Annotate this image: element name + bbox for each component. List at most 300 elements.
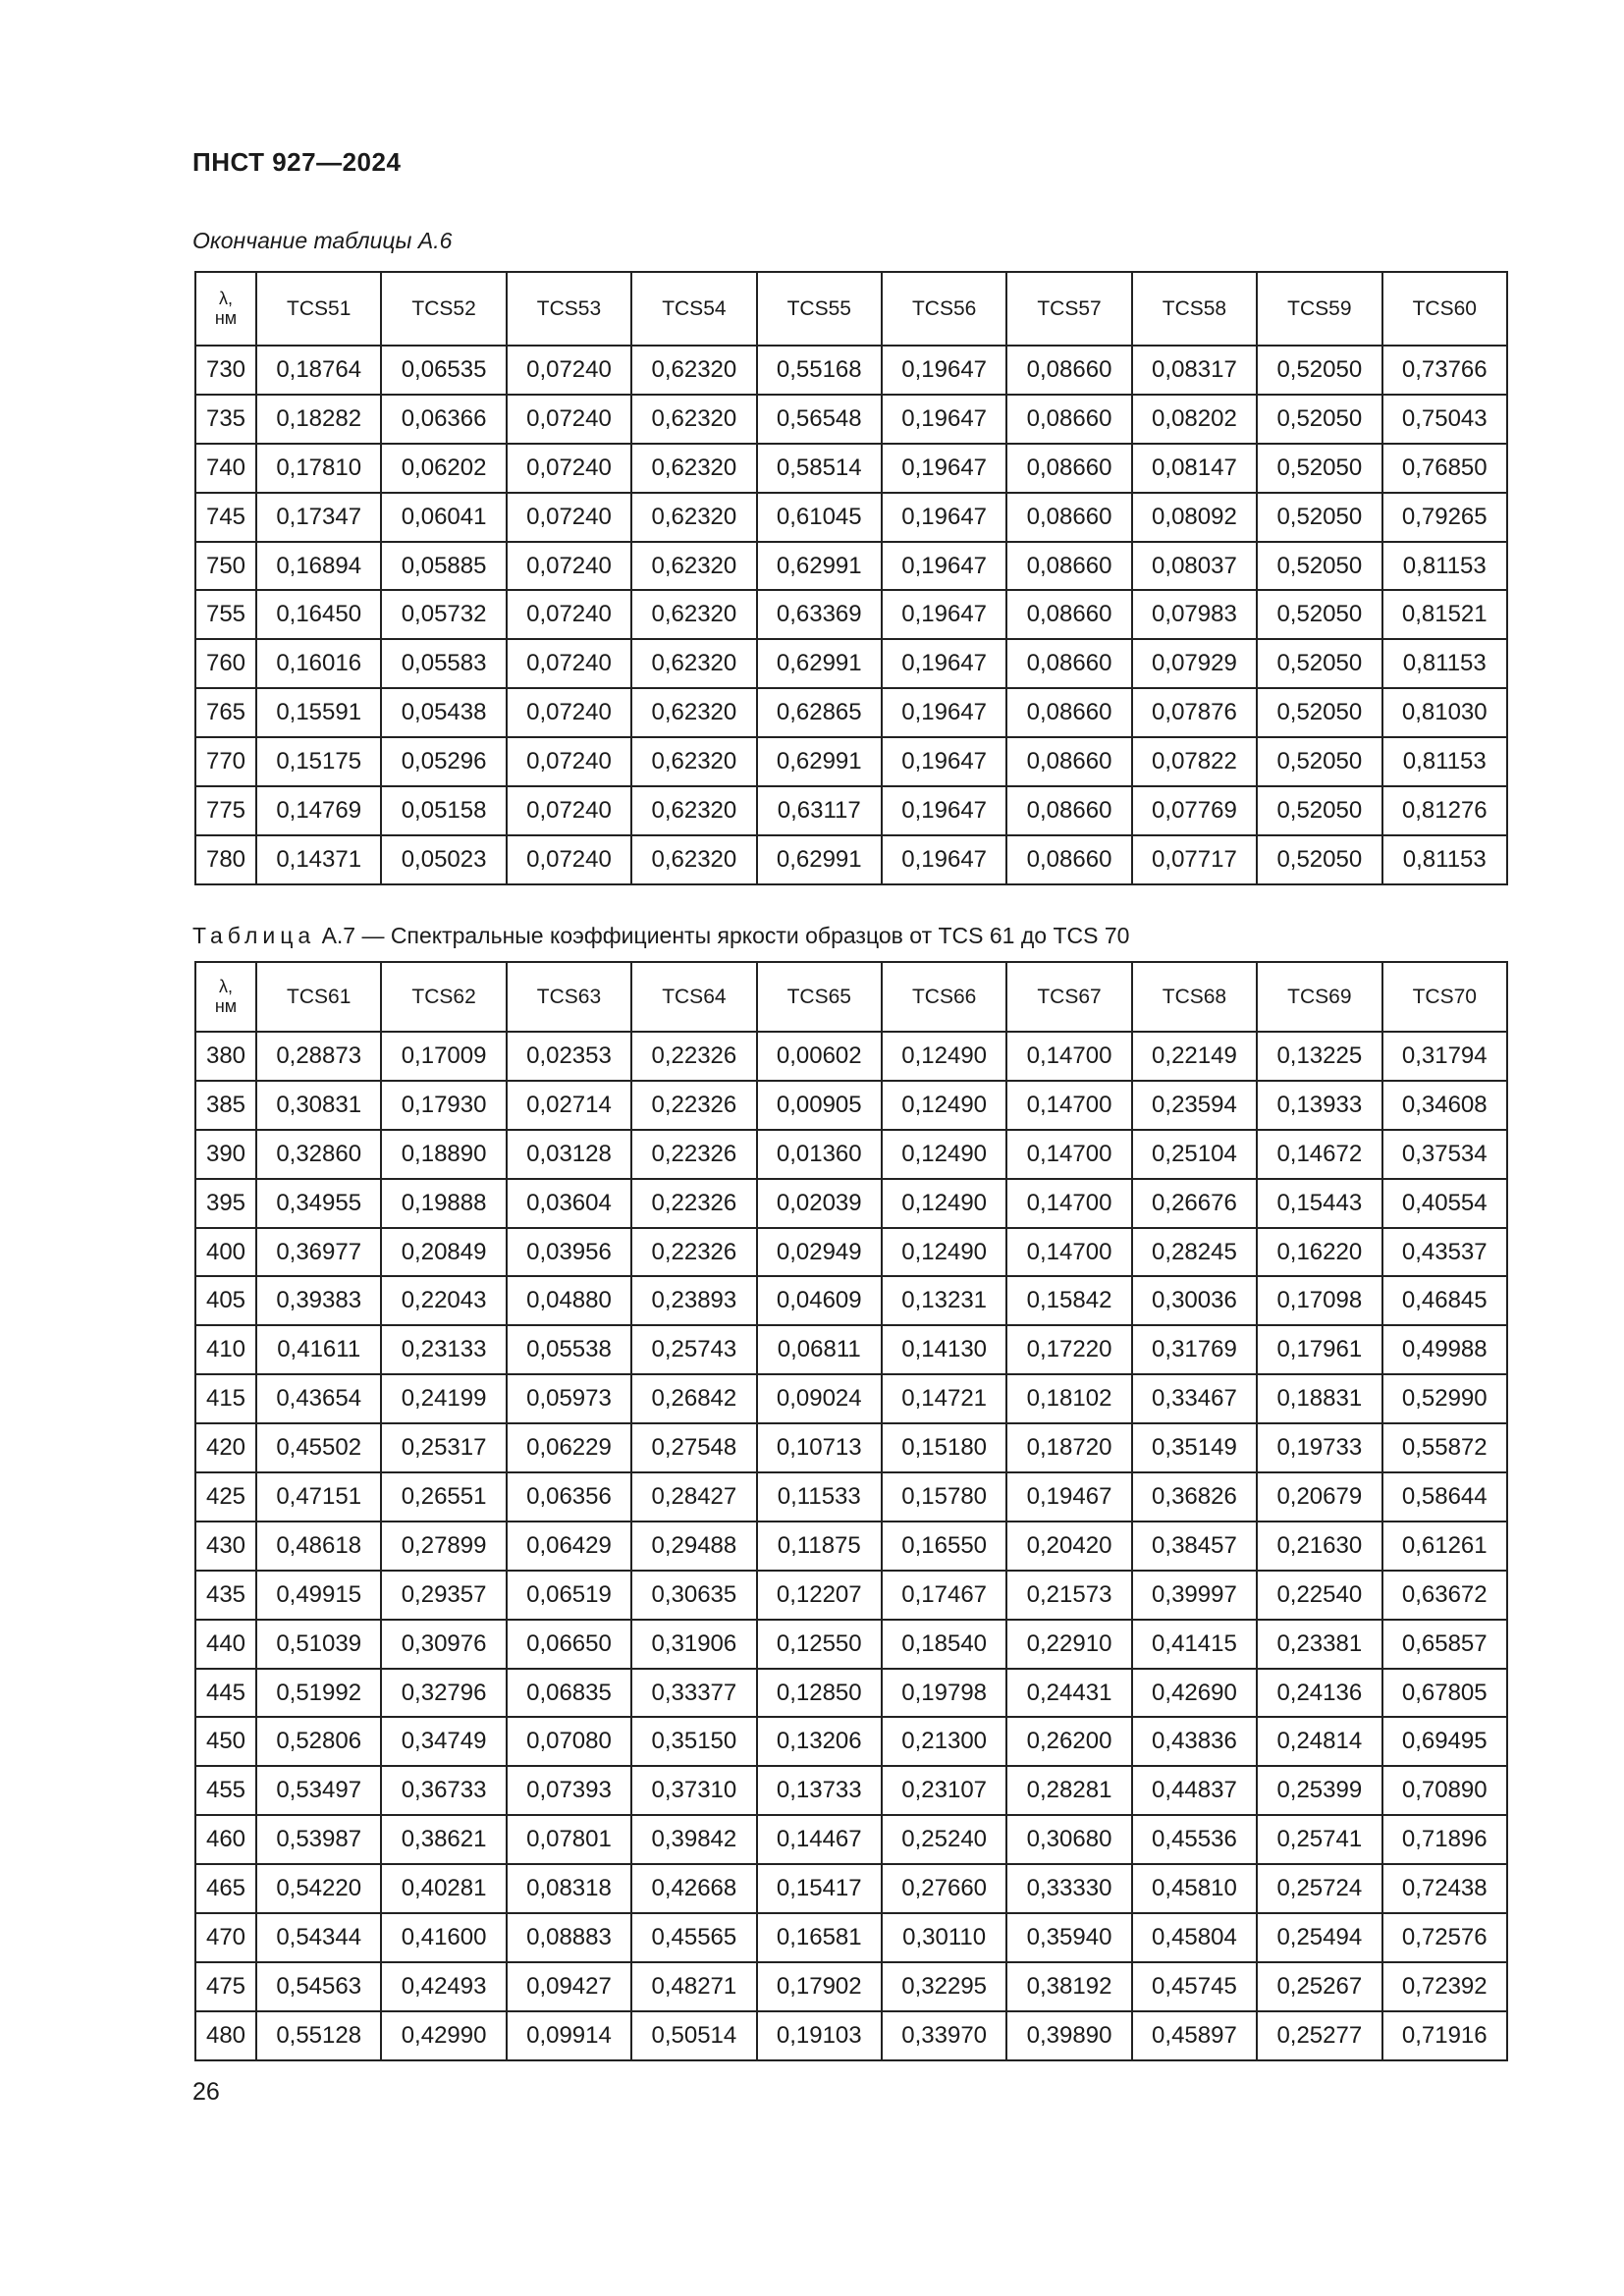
table-row <box>195 737 1507 786</box>
value-cell: 0,07240 <box>507 639 631 688</box>
wavelength-cell: 455 <box>195 1766 256 1815</box>
value-cell: 0,02039 <box>757 1179 882 1228</box>
value-cell: 0,81030 <box>1382 688 1507 737</box>
value-cell: 0,28245 <box>1132 1228 1257 1277</box>
value-cell: 0,31769 <box>1132 1325 1257 1374</box>
value-cell: 0,12490 <box>882 1228 1006 1277</box>
wavelength-cell: 465 <box>195 1864 256 1913</box>
column-header: TCS68 <box>1132 962 1257 1032</box>
value-cell: 0,39383 <box>256 1276 381 1325</box>
value-cell: 0,45810 <box>1132 1864 1257 1913</box>
value-cell: 0,62991 <box>757 542 882 591</box>
value-cell: 0,55872 <box>1382 1423 1507 1472</box>
value-cell: 0,14700 <box>1006 1081 1131 1130</box>
table-row <box>195 2011 1507 2060</box>
value-cell: 0,05538 <box>507 1325 631 1374</box>
value-cell: 0,63672 <box>1382 1571 1507 1620</box>
value-cell: 0,05885 <box>381 542 506 591</box>
value-cell: 0,24136 <box>1257 1669 1381 1718</box>
value-cell: 0,07929 <box>1132 639 1257 688</box>
value-cell: 0,25743 <box>631 1325 756 1374</box>
value-cell: 0,38621 <box>381 1815 506 1864</box>
value-cell: 0,76850 <box>1382 444 1507 493</box>
table-row <box>195 1766 1507 1815</box>
value-cell: 0,06041 <box>381 493 506 542</box>
value-cell: 0,03956 <box>507 1228 631 1277</box>
value-cell: 0,15180 <box>882 1423 1006 1472</box>
wavelength-cell: 385 <box>195 1081 256 1130</box>
value-cell: 0,62320 <box>631 737 756 786</box>
value-cell: 0,81521 <box>1382 590 1507 639</box>
value-cell: 0,52050 <box>1257 444 1381 493</box>
value-cell: 0,53497 <box>256 1766 381 1815</box>
column-header: TCS52 <box>381 272 506 346</box>
column-header: TCS63 <box>507 962 631 1032</box>
value-cell: 0,22043 <box>381 1276 506 1325</box>
value-cell: 0,08660 <box>1006 688 1131 737</box>
value-cell: 0,27548 <box>631 1423 756 1472</box>
value-cell: 0,19888 <box>381 1179 506 1228</box>
value-cell: 0,14700 <box>1006 1130 1131 1179</box>
value-cell: 0,62320 <box>631 835 756 884</box>
value-cell: 0,23594 <box>1132 1081 1257 1130</box>
wavelength-cell: 425 <box>195 1472 256 1522</box>
value-cell: 0,58644 <box>1382 1472 1507 1522</box>
table-row <box>195 835 1507 884</box>
wavelength-cell: 735 <box>195 395 256 444</box>
wavelength-cell: 480 <box>195 2011 256 2060</box>
value-cell: 0,19467 <box>1006 1472 1131 1522</box>
wavelength-cell: 400 <box>195 1228 256 1277</box>
value-cell: 0,29357 <box>381 1571 506 1620</box>
value-cell: 0,07240 <box>507 444 631 493</box>
value-cell: 0,72392 <box>1382 1962 1507 2011</box>
table-row <box>195 639 1507 688</box>
value-cell: 0,09914 <box>507 2011 631 2060</box>
value-cell: 0,08660 <box>1006 835 1131 884</box>
value-cell: 0,32796 <box>381 1669 506 1718</box>
value-cell: 0,14700 <box>1006 1179 1131 1228</box>
value-cell: 0,81276 <box>1382 786 1507 835</box>
value-cell: 0,08202 <box>1132 395 1257 444</box>
value-cell: 0,32295 <box>882 1962 1006 2011</box>
table-a7-caption-label: Таблица <box>192 923 316 948</box>
value-cell: 0,13733 <box>757 1766 882 1815</box>
value-cell: 0,37310 <box>631 1766 756 1815</box>
value-cell: 0,19647 <box>882 444 1006 493</box>
value-cell: 0,22326 <box>631 1130 756 1179</box>
wavelength-cell: 765 <box>195 688 256 737</box>
value-cell: 0,19733 <box>1257 1423 1381 1472</box>
value-cell: 0,20420 <box>1006 1522 1131 1571</box>
value-cell: 0,62320 <box>631 688 756 737</box>
value-cell: 0,21573 <box>1006 1571 1131 1620</box>
value-cell: 0,11533 <box>757 1472 882 1522</box>
value-cell: 0,38457 <box>1132 1522 1257 1571</box>
value-cell: 0,07717 <box>1132 835 1257 884</box>
table-row <box>195 1913 1507 1962</box>
value-cell: 0,55168 <box>757 346 882 395</box>
value-cell: 0,07240 <box>507 590 631 639</box>
value-cell: 0,35940 <box>1006 1913 1131 1962</box>
value-cell: 0,05023 <box>381 835 506 884</box>
value-cell: 0,15842 <box>1006 1276 1131 1325</box>
table-row <box>195 1228 1507 1277</box>
column-header: TCS57 <box>1006 272 1131 346</box>
table-row <box>195 688 1507 737</box>
value-cell: 0,08660 <box>1006 395 1131 444</box>
value-cell: 0,10713 <box>757 1423 882 1472</box>
column-header: TCS70 <box>1382 962 1507 1032</box>
table-row <box>195 1081 1507 1130</box>
value-cell: 0,22326 <box>631 1081 756 1130</box>
value-cell: 0,41415 <box>1132 1620 1257 1669</box>
value-cell: 0,13206 <box>757 1717 882 1766</box>
value-cell: 0,25104 <box>1132 1130 1257 1179</box>
value-cell: 0,33467 <box>1132 1374 1257 1423</box>
value-cell: 0,31794 <box>1382 1032 1507 1081</box>
value-cell: 0,06811 <box>757 1325 882 1374</box>
value-cell: 0,28873 <box>256 1032 381 1081</box>
value-cell: 0,22910 <box>1006 1620 1131 1669</box>
value-cell: 0,25240 <box>882 1815 1006 1864</box>
value-cell: 0,19798 <box>882 1669 1006 1718</box>
value-cell: 0,81153 <box>1382 639 1507 688</box>
value-cell: 0,21630 <box>1257 1522 1381 1571</box>
value-cell: 0,18764 <box>256 346 381 395</box>
value-cell: 0,13933 <box>1257 1081 1381 1130</box>
value-cell: 0,26200 <box>1006 1717 1131 1766</box>
value-cell: 0,35149 <box>1132 1423 1257 1472</box>
value-cell: 0,72438 <box>1382 1864 1507 1913</box>
table-row <box>195 1522 1507 1571</box>
value-cell: 0,12207 <box>757 1571 882 1620</box>
value-cell: 0,54563 <box>256 1962 381 2011</box>
value-cell: 0,23381 <box>1257 1620 1381 1669</box>
value-cell: 0,04880 <box>507 1276 631 1325</box>
value-cell: 0,17902 <box>757 1962 882 2011</box>
value-cell: 0,61045 <box>757 493 882 542</box>
value-cell: 0,25494 <box>1257 1913 1381 1962</box>
value-cell: 0,39890 <box>1006 2011 1131 2060</box>
value-cell: 0,08660 <box>1006 786 1131 835</box>
value-cell: 0,18831 <box>1257 1374 1381 1423</box>
wavelength-cell: 415 <box>195 1374 256 1423</box>
value-cell: 0,16550 <box>882 1522 1006 1571</box>
value-cell: 0,50514 <box>631 2011 756 2060</box>
value-cell: 0,46845 <box>1382 1276 1507 1325</box>
value-cell: 0,07240 <box>507 688 631 737</box>
value-cell: 0,51039 <box>256 1620 381 1669</box>
value-cell: 0,31906 <box>631 1620 756 1669</box>
lambda-unit: нм <box>214 307 238 328</box>
value-cell: 0,52050 <box>1257 639 1381 688</box>
value-cell: 0,07876 <box>1132 688 1257 737</box>
value-cell: 0,20849 <box>381 1228 506 1277</box>
value-cell: 0,24814 <box>1257 1717 1381 1766</box>
value-cell: 0,17220 <box>1006 1325 1131 1374</box>
value-cell: 0,19647 <box>882 835 1006 884</box>
value-cell: 0,19647 <box>882 590 1006 639</box>
value-cell: 0,45565 <box>631 1913 756 1962</box>
lambda-symbol: λ, <box>218 288 233 308</box>
value-cell: 0,04609 <box>757 1276 882 1325</box>
value-cell: 0,62320 <box>631 542 756 591</box>
value-cell: 0,30976 <box>381 1620 506 1669</box>
value-cell: 0,34955 <box>256 1179 381 1228</box>
value-cell: 0,63369 <box>757 590 882 639</box>
value-cell: 0,14721 <box>882 1374 1006 1423</box>
value-cell: 0,13225 <box>1257 1032 1381 1081</box>
value-cell: 0,81153 <box>1382 737 1507 786</box>
wavelength-cell: 780 <box>195 835 256 884</box>
value-cell: 0,45804 <box>1132 1913 1257 1962</box>
value-cell: 0,17098 <box>1257 1276 1381 1325</box>
value-cell: 0,26842 <box>631 1374 756 1423</box>
value-cell: 0,05158 <box>381 786 506 835</box>
value-cell: 0,15417 <box>757 1864 882 1913</box>
value-cell: 0,18890 <box>381 1130 506 1179</box>
wavelength-cell: 395 <box>195 1179 256 1228</box>
value-cell: 0,52806 <box>256 1717 381 1766</box>
value-cell: 0,62320 <box>631 639 756 688</box>
value-cell: 0,16894 <box>256 542 381 591</box>
value-cell: 0,32860 <box>256 1130 381 1179</box>
value-cell: 0,72576 <box>1382 1913 1507 1962</box>
wavelength-cell: 770 <box>195 737 256 786</box>
value-cell: 0,75043 <box>1382 395 1507 444</box>
value-cell: 0,51992 <box>256 1669 381 1718</box>
value-cell: 0,49915 <box>256 1571 381 1620</box>
table-row <box>195 1179 1507 1228</box>
value-cell: 0,62320 <box>631 590 756 639</box>
value-cell: 0,49988 <box>1382 1325 1507 1374</box>
value-cell: 0,07393 <box>507 1766 631 1815</box>
value-cell: 0,19647 <box>882 493 1006 542</box>
table-row <box>195 1276 1507 1325</box>
value-cell: 0,00602 <box>757 1032 882 1081</box>
value-cell: 0,27899 <box>381 1522 506 1571</box>
lambda-header <box>195 272 256 346</box>
value-cell: 0,67805 <box>1382 1669 1507 1718</box>
value-cell: 0,22326 <box>631 1228 756 1277</box>
value-cell: 0,02949 <box>757 1228 882 1277</box>
value-cell: 0,40281 <box>381 1864 506 1913</box>
value-cell: 0,45897 <box>1132 2011 1257 2060</box>
table-row <box>195 1423 1507 1472</box>
value-cell: 0,62991 <box>757 639 882 688</box>
value-cell: 0,30110 <box>882 1913 1006 1962</box>
value-cell: 0,62320 <box>631 493 756 542</box>
column-header: TCS54 <box>631 272 756 346</box>
value-cell: 0,43537 <box>1382 1228 1507 1277</box>
value-cell: 0,08660 <box>1006 493 1131 542</box>
value-cell: 0,03128 <box>507 1130 631 1179</box>
value-cell: 0,62991 <box>757 835 882 884</box>
wavelength-cell: 775 <box>195 786 256 835</box>
value-cell: 0,52050 <box>1257 542 1381 591</box>
wavelength-cell: 450 <box>195 1717 256 1766</box>
value-cell: 0,22540 <box>1257 1571 1381 1620</box>
column-header: TCS65 <box>757 962 882 1032</box>
value-cell: 0,26551 <box>381 1472 506 1522</box>
wavelength-cell: 740 <box>195 444 256 493</box>
value-cell: 0,63117 <box>757 786 882 835</box>
value-cell: 0,16581 <box>757 1913 882 1962</box>
wavelength-cell: 380 <box>195 1032 256 1081</box>
value-cell: 0,07983 <box>1132 590 1257 639</box>
value-cell: 0,14371 <box>256 835 381 884</box>
value-cell: 0,14769 <box>256 786 381 835</box>
table-row <box>195 1669 1507 1718</box>
table-row <box>195 1962 1507 2011</box>
value-cell: 0,08318 <box>507 1864 631 1913</box>
wavelength-cell: 730 <box>195 346 256 395</box>
value-cell: 0,05296 <box>381 737 506 786</box>
value-cell: 0,15175 <box>256 737 381 786</box>
value-cell: 0,09024 <box>757 1374 882 1423</box>
table-a7-caption-text: А.7 — Спектральные коэффициенты яркости образцов от TCS 61 до TCS 70 <box>315 923 1130 948</box>
value-cell: 0,36826 <box>1132 1472 1257 1522</box>
value-cell: 0,42990 <box>381 2011 506 2060</box>
table-a7-caption <box>192 923 1129 949</box>
value-cell: 0,45745 <box>1132 1962 1257 2011</box>
value-cell: 0,41611 <box>256 1325 381 1374</box>
value-cell: 0,42690 <box>1132 1669 1257 1718</box>
table-row <box>195 1325 1507 1374</box>
value-cell: 0,17347 <box>256 493 381 542</box>
value-cell: 0,28281 <box>1006 1766 1131 1815</box>
value-cell: 0,16016 <box>256 639 381 688</box>
value-cell: 0,42668 <box>631 1864 756 1913</box>
column-header: TCS60 <box>1382 272 1507 346</box>
value-cell: 0,08317 <box>1132 346 1257 395</box>
wavelength-cell: 430 <box>195 1522 256 1571</box>
lambda-unit: нм <box>214 995 238 1016</box>
value-cell: 0,43654 <box>256 1374 381 1423</box>
wavelength-cell: 470 <box>195 1913 256 1962</box>
value-cell: 0,52050 <box>1257 590 1381 639</box>
value-cell: 0,07240 <box>507 835 631 884</box>
wavelength-cell: 475 <box>195 1962 256 2011</box>
value-cell: 0,52050 <box>1257 346 1381 395</box>
value-cell: 0,41600 <box>381 1913 506 1962</box>
value-cell: 0,62320 <box>631 346 756 395</box>
value-cell: 0,19647 <box>882 786 1006 835</box>
value-cell: 0,47151 <box>256 1472 381 1522</box>
value-cell: 0,65857 <box>1382 1620 1507 1669</box>
value-cell: 0,18540 <box>882 1620 1006 1669</box>
value-cell: 0,02714 <box>507 1081 631 1130</box>
column-header: TCS58 <box>1132 272 1257 346</box>
value-cell: 0,19647 <box>882 688 1006 737</box>
value-cell: 0,12550 <box>757 1620 882 1669</box>
column-header: TCS56 <box>882 272 1006 346</box>
value-cell: 0,19647 <box>882 737 1006 786</box>
value-cell: 0,22326 <box>631 1032 756 1081</box>
value-cell: 0,05973 <box>507 1374 631 1423</box>
value-cell: 0,33377 <box>631 1669 756 1718</box>
value-cell: 0,81153 <box>1382 835 1507 884</box>
wavelength-cell: 390 <box>195 1130 256 1179</box>
value-cell: 0,54220 <box>256 1864 381 1913</box>
value-cell: 0,01360 <box>757 1130 882 1179</box>
value-cell: 0,25399 <box>1257 1766 1381 1815</box>
document-id: ПНСТ 927—2024 <box>192 147 402 177</box>
value-cell: 0,05732 <box>381 590 506 639</box>
value-cell: 0,52050 <box>1257 493 1381 542</box>
value-cell: 0,05438 <box>381 688 506 737</box>
value-cell: 0,45536 <box>1132 1815 1257 1864</box>
value-cell: 0,37534 <box>1382 1130 1507 1179</box>
value-cell: 0,21300 <box>882 1717 1006 1766</box>
value-cell: 0,62865 <box>757 688 882 737</box>
value-cell: 0,15443 <box>1257 1179 1381 1228</box>
value-cell: 0,12490 <box>882 1179 1006 1228</box>
value-cell: 0,25724 <box>1257 1864 1381 1913</box>
table-header-row <box>195 272 1507 346</box>
table-row <box>195 444 1507 493</box>
value-cell: 0,34749 <box>381 1717 506 1766</box>
table-row <box>195 493 1507 542</box>
value-cell: 0,52050 <box>1257 395 1381 444</box>
value-cell: 0,06519 <box>507 1571 631 1620</box>
value-cell: 0,03604 <box>507 1179 631 1228</box>
value-cell: 0,07240 <box>507 346 631 395</box>
lambda-header <box>195 962 256 1032</box>
column-header: TCS51 <box>256 272 381 346</box>
value-cell: 0,62320 <box>631 444 756 493</box>
value-cell: 0,28427 <box>631 1472 756 1522</box>
value-cell: 0,14700 <box>1006 1032 1131 1081</box>
value-cell: 0,61261 <box>1382 1522 1507 1571</box>
value-cell: 0,53987 <box>256 1815 381 1864</box>
value-cell: 0,00905 <box>757 1081 882 1130</box>
wavelength-cell: 440 <box>195 1620 256 1669</box>
value-cell: 0,25277 <box>1257 2011 1381 2060</box>
table-row <box>195 1130 1507 1179</box>
value-cell: 0,12490 <box>882 1130 1006 1179</box>
value-cell: 0,36733 <box>381 1766 506 1815</box>
table-row <box>195 542 1507 591</box>
value-cell: 0,18720 <box>1006 1423 1131 1472</box>
value-cell: 0,07240 <box>507 493 631 542</box>
table-a6 <box>194 271 1508 885</box>
value-cell: 0,25317 <box>381 1423 506 1472</box>
value-cell: 0,07240 <box>507 737 631 786</box>
value-cell: 0,19647 <box>882 639 1006 688</box>
table-row <box>195 1815 1507 1864</box>
value-cell: 0,62991 <box>757 737 882 786</box>
table-row <box>195 1717 1507 1766</box>
value-cell: 0,19103 <box>757 2011 882 2060</box>
wavelength-cell: 420 <box>195 1423 256 1472</box>
value-cell: 0,15780 <box>882 1472 1006 1522</box>
value-cell: 0,62320 <box>631 786 756 835</box>
column-header: TCS55 <box>757 272 882 346</box>
value-cell: 0,07080 <box>507 1717 631 1766</box>
value-cell: 0,17009 <box>381 1032 506 1081</box>
value-cell: 0,23893 <box>631 1276 756 1325</box>
value-cell: 0,07822 <box>1132 737 1257 786</box>
value-cell: 0,71916 <box>1382 2011 1507 2060</box>
value-cell: 0,06535 <box>381 346 506 395</box>
value-cell: 0,06356 <box>507 1472 631 1522</box>
value-cell: 0,19647 <box>882 346 1006 395</box>
table-row <box>195 1571 1507 1620</box>
value-cell: 0,06366 <box>381 395 506 444</box>
value-cell: 0,07240 <box>507 395 631 444</box>
